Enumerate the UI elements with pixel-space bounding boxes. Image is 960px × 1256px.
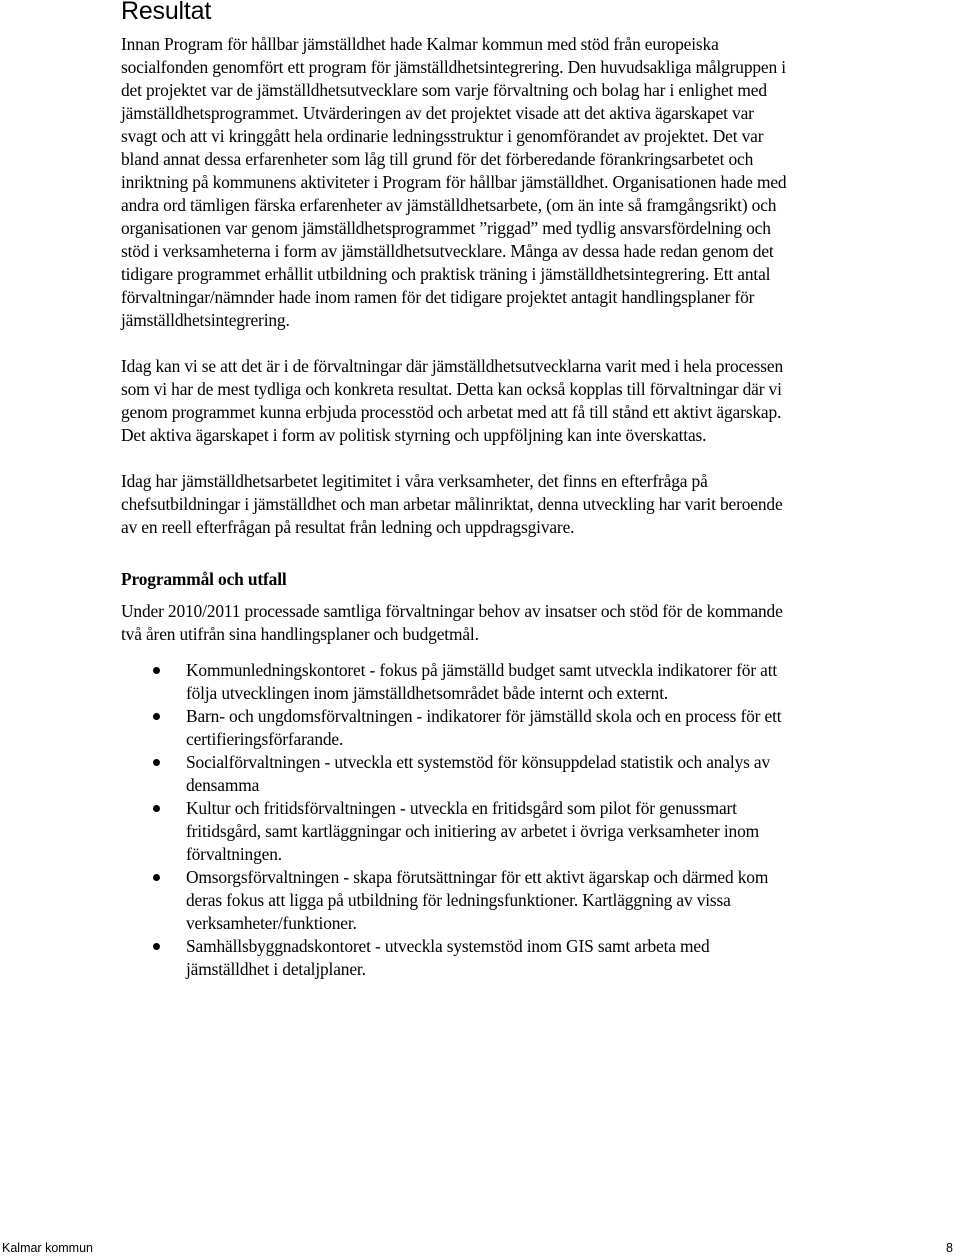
bullet-icon <box>153 943 160 950</box>
list-item-text: Barn- och ungdomsförvaltningen - indikatorer för jämställd skola och en process för ett certifieringsförfarande. <box>186 706 782 749</box>
bullet-icon <box>153 667 160 674</box>
list-item <box>121 797 791 866</box>
list-item <box>121 935 791 981</box>
paragraph-background: Innan Program för hållbar jämställdhet hade Kalmar kommun med stöd från europeiska socialfonden genomfört ett program för jämställdhetsintegrering. Den huvudsakliga målgruppen i det projektet var de jämställdhetsutvecklare som varje förvaltning och bolag har i enlighet med jämställdhetsprogrammet. Utvärderingen av det projektet visade att det aktiva ägarskapet var svagt och att vi kringgått hela ordinarie ledningsstruktur i genomförandet av projektet. Det var bland annat dessa erfarenheter som låg till grund för det förberedande förankringsarbetet och inriktning på kommunens aktiviteter i Program för hållbar jämställdhet. Organisationen hade med andra ord tämligen färska erfarenheter av jämställdhetsarbete, (om än inte så framgångsrikt) och organisationen var genom jämställdhetsprogrammet ”riggad” med tydlig ansvarsfördelning och stöd i verksamheterna i form av jämställdhetsutvecklare. Många av dessa hade redan genom det tidigare programmet erhållit utbildning och praktisk träning i jämställdhetsintegrering. Ett antal förvaltningar/nämnder hade inom ramen för det tidigare projektet antagit handlingsplaner för jämställdhetsintegrering. <box>121 34 787 330</box>
list-item-text: Samhällsbyggnadskontoret - utveckla systemstöd inom GIS samt arbeta med jämställdhet i detaljplaner. <box>186 936 710 979</box>
bullet-icon <box>153 759 160 766</box>
list-item <box>121 751 791 797</box>
list-item <box>121 866 791 935</box>
subsection-title: Programmål och utfall <box>121 569 287 589</box>
list-item-text: Kommunledningskontoret - fokus på jämställd budget samt utveckla indikatorer för att följa utvecklingen inom jämställdhetsområdet både internt och externt. <box>186 660 778 703</box>
list-item-text: Socialförvaltningen - utveckla ett systemstöd för könsuppdelad statistik och analys av densamma <box>186 752 771 795</box>
bullet-icon <box>153 713 160 720</box>
page-number: 8 <box>946 1241 953 1255</box>
list-item-text: Omsorgsförvaltningen - skapa förutsättningar för ett aktivt ägarskap och därmed kom deras fokus att ligga på utbildning för ledningsfunktioner. Kartläggning av vissa verksamheter/funktioner. <box>186 867 769 933</box>
department-goals-list <box>121 659 791 981</box>
list-item-text: Kultur och fritidsförvaltningen - utveckla en fritidsgård som pilot för genussmart fritidsgård, samt kartläggningar och initiering av arbetet i övriga verksamheter inom förvaltningen. <box>186 798 760 864</box>
paragraph-legitimacy: Idag har jämställdhetsarbetet legitimitet i våra verksamheter, det finns en efterfråga på chefsutbildningar i jämställdhet och man arbetar målinriktat, denna utveckling har varit beroende av en reell efterfrågan på resultat från ledning och uppdragsgivare. <box>121 471 783 537</box>
paragraph-results: Idag kan vi se att det är i de förvaltningar där jämställdhetsutvecklarna varit med i hela processen som vi har de mest tydliga och konkreta resultat. Detta kan också kopplas till förvaltningar där vi genom programmet kunna erbjuda processtöd och arbetat med att få till stånd ett aktivt ägarskap. Det aktiva ägarskapet i form av politisk styrning och uppföljning kan inte överskattas. <box>121 356 784 445</box>
bullet-icon <box>153 805 160 812</box>
document-body <box>121 33 791 981</box>
subsection-intro: Under 2010/2011 processade samtliga förvaltningar behov av insatser och stöd för de kommande två åren utifrån sina handlingsplaner och budgetmål. <box>121 601 783 644</box>
bullet-icon <box>153 874 160 881</box>
list-item <box>121 705 791 751</box>
footer-organization: Kalmar kommun <box>2 1241 93 1255</box>
list-item <box>121 659 791 705</box>
section-title: Resultat <box>121 0 212 25</box>
